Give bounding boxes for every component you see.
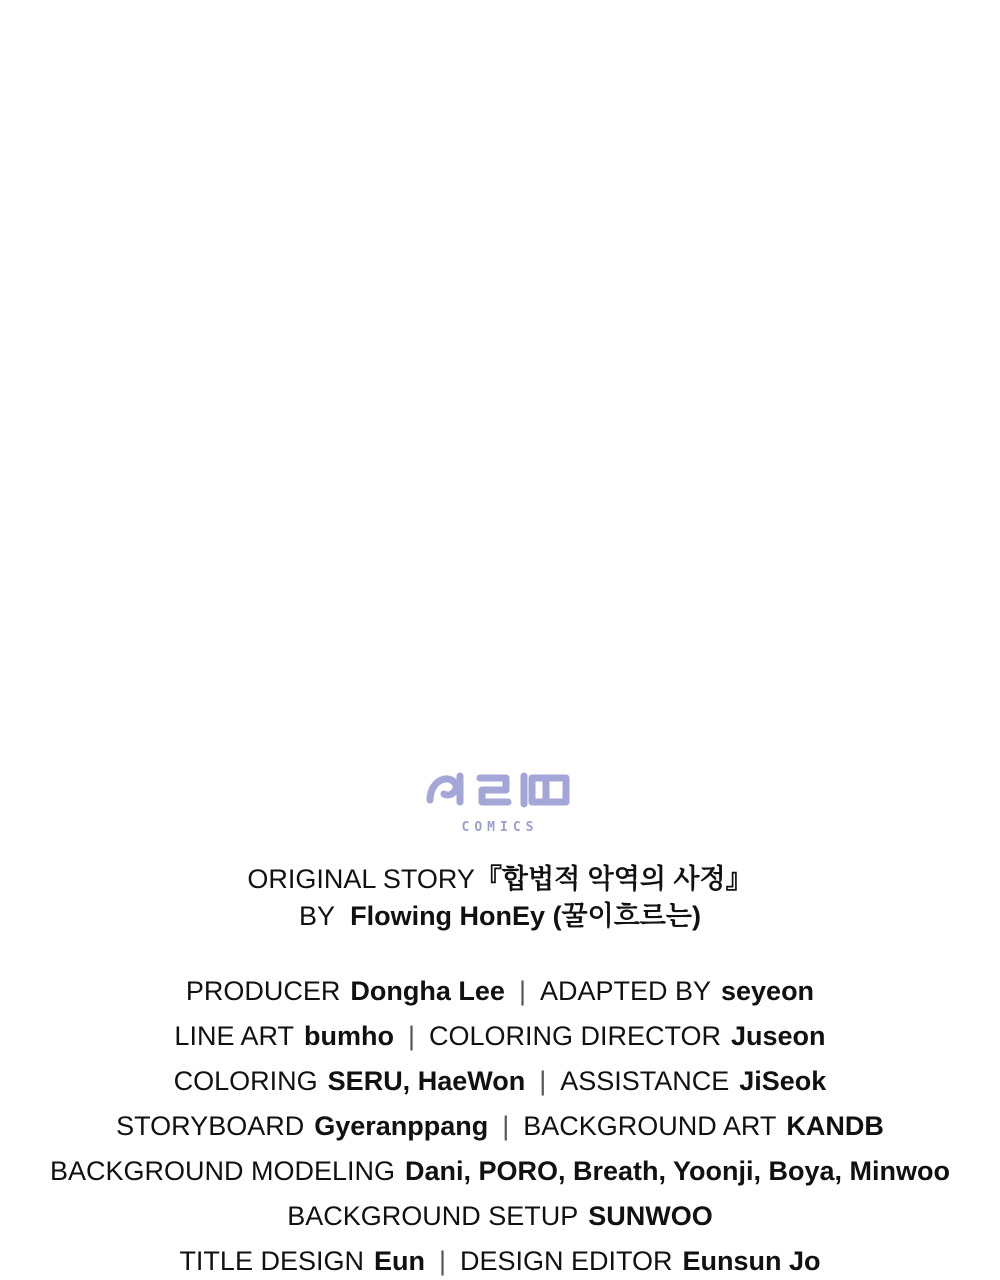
credit-separator: |: [539, 1066, 547, 1096]
credit-role: BACKGROUND MODELING: [49, 1156, 395, 1186]
credit-name: seyeon: [721, 976, 815, 1006]
credit-role: COLORING DIRECTOR: [428, 1021, 722, 1051]
credit-separator: |: [518, 976, 526, 1006]
logo-caption: COMICS: [461, 820, 539, 835]
original-story-label: ORIGINAL STORY: [247, 864, 475, 894]
credit-separator: |: [502, 1111, 510, 1141]
credit-role: DESIGN EDITOR: [459, 1246, 673, 1276]
credit-name: Juseon: [731, 1021, 826, 1051]
credit-name: Eun: [373, 1246, 425, 1276]
original-author-label: BY: [299, 901, 336, 931]
crew-list: [50, 975, 950, 1278]
credit-name: bumho: [303, 1021, 394, 1051]
credit-name: KANDB: [786, 1111, 884, 1141]
credits-block: [0, 861, 1000, 1278]
publisher-logo-block: [0, 760, 1000, 835]
credit-role: BACKGROUND SETUP: [287, 1201, 579, 1231]
credit-role: PRODUCER: [185, 976, 341, 1006]
credit-role: ASSISTANCE: [560, 1066, 730, 1096]
credit-row: [287, 1200, 713, 1233]
credit-row: [116, 1110, 884, 1143]
credit-row: [50, 1155, 950, 1188]
credit-row: [179, 1245, 820, 1278]
original-story-line: [247, 861, 752, 898]
credit-row: [174, 1065, 827, 1098]
original-author-name: Flowing HonEy (꿀이흐르는): [350, 901, 701, 931]
credit-name: Dani, PORO, Breath, Yoonji, Boya, Minwoo: [404, 1156, 951, 1186]
original-story-title: 『합법적 악역의 사정』: [474, 864, 753, 894]
original-author-line: [299, 898, 701, 935]
credit-name: Eunsun Jo: [682, 1246, 821, 1276]
credit-row: [174, 1020, 825, 1053]
credit-row: [186, 975, 814, 1008]
credit-role: COLORING: [173, 1066, 318, 1096]
credit-name: JiSeok: [739, 1066, 827, 1096]
credit-separator: |: [407, 1021, 415, 1051]
credit-name: Gyeranppang: [314, 1111, 489, 1141]
credit-name: Dongha Lee: [350, 976, 505, 1006]
soorim-comics-logo-icon: [420, 760, 580, 816]
credit-role: TITLE DESIGN: [179, 1246, 364, 1276]
credit-role: STORYBOARD: [116, 1111, 305, 1141]
credit-role: ADAPTED BY: [539, 976, 711, 1006]
credit-role: LINE ART: [174, 1021, 294, 1051]
credit-name: SERU, HaeWon: [327, 1066, 526, 1096]
credit-separator: |: [438, 1246, 446, 1276]
credit-role: BACKGROUND ART: [523, 1111, 777, 1141]
credit-name: SUNWOO: [588, 1201, 713, 1231]
